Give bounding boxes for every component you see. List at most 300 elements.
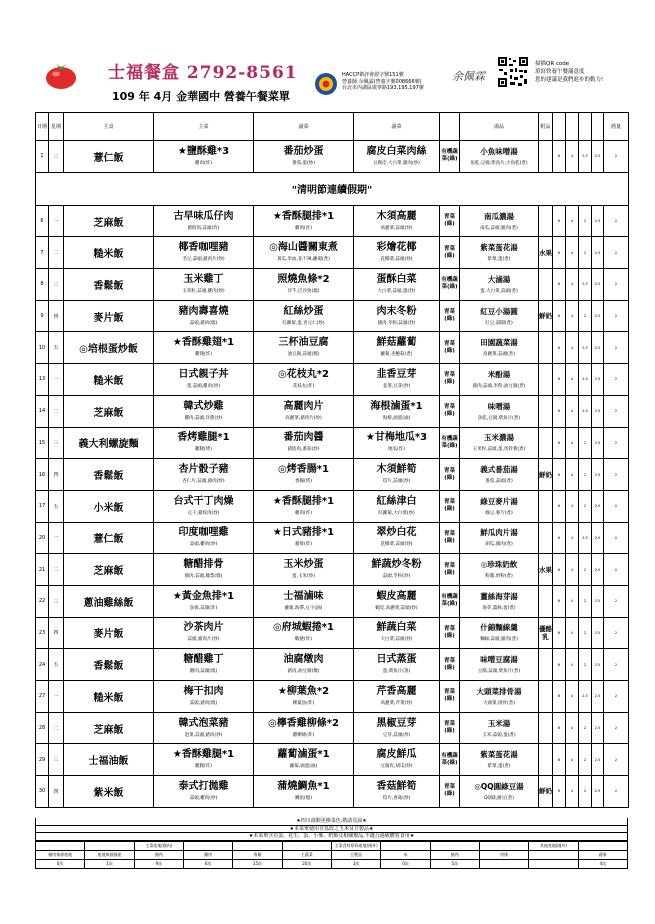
main-dish-ingredients: 蛋,蒜頭,雞肉(炒) — [186, 383, 221, 389]
nutrition-value: 2 — [579, 617, 592, 649]
nutrition-value: 2.5 — [592, 649, 604, 681]
side-dish-2-ingredients: 豆腐皮,大白菜,豬肉(炒) — [373, 160, 420, 166]
side-dish-2 — [354, 395, 440, 427]
nutrition-value: 2.5 — [592, 205, 604, 237]
soup — [460, 332, 539, 364]
side-dish-1-name: 玉米炒蛋 — [283, 559, 324, 571]
nutrition-value: 6 — [553, 332, 566, 364]
soup-ingredients: 綠豆,麥片(煮) — [485, 510, 513, 516]
origin-cell — [233, 841, 282, 850]
side-dish-1-ingredients: 花枝丸(炸) — [292, 383, 315, 389]
nutrition-value: 2.5 — [592, 237, 604, 269]
weekday-cell: 五 — [49, 490, 64, 522]
side-dish-1-name: ★香酥腿排*1 — [272, 210, 335, 222]
main-dish-ingredients: 雞肉,蒜頭(燒) — [189, 669, 218, 675]
side-dish-2 — [354, 681, 440, 713]
staple-cell: 薏仁飯 — [64, 141, 154, 173]
weekday-cell: 四 — [49, 300, 64, 332]
fruit-cell — [539, 395, 553, 427]
side-dish-1-ingredients: 蝦捲(炸) — [294, 637, 312, 643]
nutrition-value: 4 — [566, 681, 579, 713]
origin-cell: 肉排 — [479, 850, 528, 859]
nutrition-value: 2.5 — [592, 617, 604, 649]
main-dish — [154, 332, 254, 364]
soup — [460, 554, 539, 586]
soup-ingredients: 魚乾,豆腐,柴魚片(煮) — [477, 415, 521, 421]
nutrition-value: 2 — [604, 681, 629, 713]
side-dish-2-ingredients: 花椰菜,蒜頭(炒) — [380, 257, 413, 263]
side-dish-2-ingredients: 蝦皮,高麗菜,蒜頭(炒) — [375, 605, 418, 611]
main-dish-ingredients: 蒜頭,雞肉(炒) — [189, 795, 218, 801]
side-dish-1-ingredients: 香腸(烤) — [294, 479, 312, 485]
date-cell: 16 — [36, 459, 49, 491]
nutrition-value: 4 — [566, 776, 579, 808]
side-dish-1-name: ◎海山醬關東煮 — [269, 242, 338, 254]
nutrition-value: 6 — [553, 681, 566, 713]
fruit-cell — [539, 269, 553, 301]
side-dish-2-ingredients: 高麗菜,蒜頭(炒) — [380, 225, 413, 231]
column-header: 熱量 — [604, 113, 629, 141]
nutrition-value: 4 — [566, 300, 579, 332]
side-dish-1 — [254, 427, 354, 459]
origin-cell — [479, 841, 528, 850]
side-dish-1-ingredients: 雞柳條(炸) — [292, 732, 315, 738]
date-cell: 22 — [36, 585, 49, 617]
origin-cell: 5次 — [430, 859, 479, 868]
soup-ingredients: QQ圓,綠豆(煮) — [483, 795, 515, 801]
side-dish-1-ingredients: 洋芋,巴沙魚(燒) — [287, 288, 320, 294]
date-cell: 7 — [36, 237, 49, 269]
vegetable-cell: 青菜(綠) — [440, 522, 460, 554]
origin-cell — [36, 841, 85, 850]
vegetable-cell: 青菜(綠) — [440, 395, 460, 427]
qr-note-line: 掃描QR code — [535, 61, 570, 67]
soup — [460, 459, 539, 491]
soup-name: 玉米濃湯 — [484, 433, 514, 443]
soup — [460, 395, 539, 427]
soup-name: 綠豆麥片湯 — [480, 496, 518, 506]
soup — [460, 300, 539, 332]
menu-row — [36, 776, 629, 808]
main-dish — [154, 364, 254, 396]
cert-line: 營養師 余佩霖(營養字號008666號) — [342, 78, 422, 85]
nutrition-value: 2 — [604, 427, 629, 459]
side-dish-2-name: 腐皮白菜肉絲 — [366, 145, 427, 157]
nutrition-value: 4 — [566, 141, 579, 173]
side-dish-2 — [354, 141, 440, 173]
staple-cell: 芝麻飯 — [64, 712, 154, 744]
side-dish-2-ingredients: 海根,滷蛋(滷) — [382, 415, 411, 421]
nutrition-value: 4 — [566, 427, 579, 459]
fruit-cell: 鮮奶 — [539, 776, 553, 808]
weekday-cell: 二 — [49, 712, 64, 744]
origin-cell: 3次 — [331, 859, 380, 868]
side-dish-2-ingredients: 蛋,柴魚片(蒸) — [382, 669, 411, 675]
column-header: 主菜 — [154, 113, 254, 141]
origin-cell: 20次 — [282, 859, 331, 868]
side-dish-1 — [254, 744, 354, 776]
nutrition-value: 2.5 — [579, 141, 592, 173]
main-dish — [154, 554, 254, 586]
side-dish-2-ingredients: 花椰菜,蒜頭(炒) — [380, 542, 413, 548]
soup — [460, 649, 539, 681]
fruit-cell — [539, 712, 553, 744]
weekday-cell: 一 — [49, 364, 64, 396]
nutrition-value: 4 — [566, 617, 579, 649]
side-dish-2 — [354, 617, 440, 649]
menu-table-wrapper — [35, 112, 628, 808]
nutrition-value: 6 — [553, 141, 566, 173]
origin-cell: 魚類 — [233, 850, 282, 859]
main-dish — [154, 522, 254, 554]
main-dish-name: 台式干丁肉燥 — [173, 495, 234, 507]
fruit-cell — [539, 585, 553, 617]
staple-cell: 香鬆飯 — [64, 269, 154, 301]
side-dish-1-ingredients: 雞肉(炸) — [294, 510, 312, 516]
fruit-cell — [539, 427, 553, 459]
soup-ingredients: 魚乾,豆腐,柴魚片,小魚乾(煮) — [470, 160, 528, 166]
side-dish-2-name: 鮮菇蘿蔔 — [376, 337, 417, 349]
origin-cell — [578, 841, 627, 850]
main-dish-ingredients: 雞腿(炸) — [194, 764, 212, 770]
main-dish — [154, 427, 254, 459]
column-header: 湯品 — [460, 113, 539, 141]
soup-ingredients: 南瓜,蒜頭,豬肉(煮) — [480, 225, 518, 231]
menu-row — [36, 141, 629, 173]
side-dish-1-name: 紅絲炒蛋 — [283, 305, 324, 317]
soup — [460, 744, 539, 776]
soup-name: 大頭菜排骨湯 — [476, 686, 522, 696]
nutrition-value: 2 — [579, 427, 592, 459]
qr-note-line: 填寫營養午餐滿意度 — [535, 69, 585, 75]
column-header: 日期 — [36, 113, 49, 141]
nutrition-value: 4 — [566, 237, 579, 269]
nutrition-value: 6 — [553, 522, 566, 554]
nutrition-value: 2.5 — [579, 395, 592, 427]
menu-table-body — [36, 141, 629, 808]
soup-name: 米酚湯 — [487, 369, 511, 379]
nutrition-value: 4 — [566, 395, 579, 427]
column-header: 星期 — [49, 113, 64, 141]
column-header — [579, 113, 592, 141]
weekday-cell: 三 — [49, 269, 64, 301]
side-dish-1 — [254, 554, 354, 586]
side-dish-2-ingredients: 豆芽,蒜頭(炒) — [382, 732, 411, 738]
side-dish-1 — [254, 395, 354, 427]
vegetable-cell: 青菜(綠) — [440, 554, 460, 586]
menu-row — [36, 585, 629, 617]
side-dish-2-name: 日式蒸蛋 — [376, 654, 417, 666]
soup-ingredients: 紅豆,湯圓(煮) — [485, 320, 513, 326]
column-header — [566, 113, 579, 141]
nutrition-value: 2.5 — [592, 269, 604, 301]
side-dish-1 — [254, 712, 354, 744]
weekday-cell: 三 — [49, 141, 64, 173]
nutrition-value: 2.5 — [592, 300, 604, 332]
main-dish — [154, 237, 254, 269]
date-cell: 10 — [36, 332, 49, 364]
side-dish-1 — [254, 649, 354, 681]
column-header: 副菜 — [254, 113, 354, 141]
column-header: 附品 — [539, 113, 553, 141]
side-dish-2-name: 芹香高麗 — [376, 685, 417, 697]
weekday-cell: 二 — [49, 554, 64, 586]
nutrition-value: 2.5 — [592, 554, 604, 586]
footer-note: ★本菜單使用非基改之玉米及豆製品★ — [35, 826, 628, 834]
fruit-cell — [539, 681, 553, 713]
staple-cell: 糙米飯 — [64, 364, 154, 396]
weekday-cell: 四 — [49, 776, 64, 808]
side-dish-1-name: ◎烤香腸*1 — [278, 464, 329, 476]
staple-cell: 芝麻飯 — [64, 395, 154, 427]
fruit-cell — [539, 205, 553, 237]
nutrition-value: 4 — [566, 332, 579, 364]
soup-name: ◎QQ圓綠豆湯 — [474, 781, 524, 791]
nutrition-value: 6 — [553, 617, 566, 649]
footer-note: ★本菜單含有蛋、花生、蛋、小麥、奶類及相關製品,不適合過敏體質食用★ — [35, 833, 628, 841]
origin-cell — [85, 841, 134, 850]
date-cell: 20 — [36, 522, 49, 554]
soup-name: 味噌豆腐湯 — [480, 655, 518, 665]
origin-label-row — [36, 850, 628, 859]
side-dish-2 — [354, 300, 440, 332]
origin-cell — [381, 841, 430, 850]
main-dish-name: 香烤雞腿*1 — [177, 432, 230, 444]
side-dish-1 — [254, 300, 354, 332]
side-dish-2 — [354, 712, 440, 744]
soup-ingredients: 豆腐,蒜頭,柴魚片(煮) — [477, 669, 521, 675]
nutrition-value: 2 — [579, 205, 592, 237]
side-dish-1-name: ◎檸香雞柳條*2 — [268, 717, 339, 729]
side-dish-1 — [254, 459, 354, 491]
nutrition-value: 6 — [553, 712, 566, 744]
side-dish-1-ingredients: 油豆腐,蒜頭(燒) — [287, 352, 320, 358]
nutrition-value: 2 — [579, 300, 592, 332]
soup-ingredients: 胡瓜,豬肉(煮) — [485, 542, 513, 548]
fruit-cell: 鮮奶 — [539, 459, 553, 491]
side-dish-2 — [354, 776, 440, 808]
side-dish-1 — [254, 490, 354, 522]
nutrition-value: 2.5 — [592, 585, 604, 617]
staple-cell: 芝麻飯 — [64, 554, 154, 586]
menu-table — [35, 112, 629, 808]
soup — [460, 617, 539, 649]
main-dish-name: 糖醋排骨 — [183, 559, 224, 571]
nutrition-value: 4 — [566, 269, 579, 301]
main-dish-name: 印度咖哩雞 — [178, 527, 229, 539]
origin-cell — [183, 841, 232, 850]
nutrition-value: 2.5 — [579, 364, 592, 396]
fruit-cell — [539, 364, 553, 396]
nutrition-value: 2 — [579, 237, 592, 269]
origin-cell: 雞肉 — [183, 850, 232, 859]
main-dish-ingredients: 毛豆,蒜頭,豬肉片(炒) — [182, 257, 225, 263]
origin-cell: 9次 — [134, 859, 183, 868]
side-dish-1-ingredients: 黃瓜,米血,花不辣,蘿蔔(煮) — [277, 257, 330, 263]
column-header: 副菜 — [354, 113, 440, 141]
soup-ingredients: 大頭菜,排骨(煮) — [483, 700, 515, 706]
weekday-cell: 三 — [49, 427, 64, 459]
weekday-cell: 三 — [49, 585, 64, 617]
nutrition-value: 2 — [604, 522, 629, 554]
soup-ingredients: 海芽,薑絲,蛋(煮) — [482, 605, 516, 611]
staple-cell: ◎培根蛋炒飯 — [64, 332, 154, 364]
side-dish-1-ingredients: 紅蘿蔔,蛋,青豆仁(炒) — [282, 320, 325, 326]
weekday-cell: 一 — [49, 681, 64, 713]
vegetable-cell: 青菜(綠) — [440, 712, 460, 744]
menu-row — [36, 269, 629, 301]
nutrition-value: 6 — [553, 776, 566, 808]
nutrition-value: 2 — [604, 554, 629, 586]
origin-cell — [529, 850, 578, 859]
nutrition-value: 2.5 — [579, 269, 592, 301]
nutrition-value: 2.5 — [592, 776, 604, 808]
soup — [460, 364, 539, 396]
column-header — [440, 113, 460, 141]
main-dish-name: 梅干扣肉 — [183, 685, 224, 697]
main-dish — [154, 585, 254, 617]
table-header-row — [36, 113, 629, 141]
main-dish-ingredients: 豆干,豬絞肉(炒) — [187, 510, 220, 516]
origin-cell: 15次 — [233, 859, 282, 868]
vegetable-cell: 青菜(綠) — [440, 617, 460, 649]
side-dish-1-name: 蘿蔔滷蛋*1 — [277, 749, 330, 761]
main-dish-ingredients: 雞肉,蒜頭,洋蔥(炒) — [184, 415, 223, 421]
nutrition-value: 2 — [604, 237, 629, 269]
side-dish-2-name: 腐皮鮮瓜 — [376, 749, 417, 761]
side-dish-2-name: 蛋酥白菜 — [376, 273, 417, 285]
soup-ingredients: 蛋,大白菜,蒜頭(煮) — [480, 288, 518, 294]
date-cell: 23 — [36, 617, 49, 649]
date-cell: 17 — [36, 490, 49, 522]
soup — [460, 237, 539, 269]
main-dish-name: ★香酥雞腿*1 — [172, 749, 235, 761]
weekday-cell: 一 — [49, 522, 64, 554]
soup-name: 田園蔬菜湯 — [480, 338, 518, 348]
side-dish-1-name: ★柳葉魚*2 — [277, 685, 330, 697]
side-dish-2-ingredients: 蘿蔔,杏鮑菇(煮) — [380, 352, 413, 358]
side-dish-1 — [254, 522, 354, 554]
nutrition-value: 6 — [553, 395, 566, 427]
nutrition-value: 2 — [604, 364, 629, 396]
side-dish-2 — [354, 205, 440, 237]
origin-header-row — [36, 841, 628, 850]
date-cell: 27 — [36, 681, 49, 713]
date-cell: 6 — [36, 205, 49, 237]
main-dish-name: 泰式打拋雞 — [178, 780, 229, 792]
vegetable-cell: 青菜(綠) — [440, 364, 460, 396]
side-dish-1 — [254, 205, 354, 237]
nutrition-value: 2.5 — [592, 522, 604, 554]
staple-cell: 士福油飯 — [64, 744, 154, 776]
fruit-cell: 鮮奶 — [539, 300, 553, 332]
main-dish-name: 韓式泡菜豬 — [178, 717, 229, 729]
side-dish-1-name: 高麗肉片 — [283, 400, 324, 412]
soup — [460, 269, 539, 301]
side-dish-1-name: 番茄炒蛋 — [283, 145, 324, 157]
main-dish — [154, 300, 254, 332]
side-dish-2 — [354, 744, 440, 776]
vegetable-cell: 有機蔬菜(綠) — [440, 269, 460, 301]
holiday-label: "清明節連續假期" — [36, 172, 629, 205]
main-dish-ingredients: 杏仁片,蒜頭,豬肉(炒) — [182, 479, 225, 485]
side-dish-2-ingredients: 筍片,香菇(炒) — [382, 795, 411, 801]
dietitian-signature: 余佩霖 — [452, 70, 485, 83]
weekday-cell: 四 — [49, 617, 64, 649]
menu-row — [36, 681, 629, 713]
main-dish — [154, 269, 254, 301]
origin-cell: 4次 — [578, 859, 627, 868]
nutrition-value: 4 — [566, 205, 579, 237]
side-dish-2-ingredients: 蒜頭,冬粉(炒) — [382, 574, 411, 580]
staple-cell: 薏仁飯 — [64, 522, 154, 554]
nutrition-value: 2 — [604, 459, 629, 491]
soup — [460, 585, 539, 617]
main-dish-name: 玉米雞丁 — [183, 273, 224, 285]
menu-row — [36, 300, 629, 332]
qr-code-icon[interactable] — [497, 56, 529, 88]
menu-row — [36, 617, 629, 649]
date-cell: 9 — [36, 300, 49, 332]
vegetable-cell: 青菜(綠) — [440, 681, 460, 713]
side-dish-1-name: 番茄肉醬 — [283, 432, 324, 444]
soup-name: 南瓜濃湯 — [484, 211, 514, 221]
staple-cell: 糙米飯 — [64, 681, 154, 713]
staple-cell: 香鬆飯 — [64, 649, 154, 681]
vegetable-cell: 青菜(綠) — [440, 332, 460, 364]
staple-cell: 小米飯 — [64, 490, 154, 522]
qr-instructions — [535, 60, 603, 84]
nutrition-value: 2.5 — [579, 681, 592, 713]
side-dish-2 — [354, 554, 440, 586]
soup — [460, 522, 539, 554]
origin-cell: 1次 — [85, 859, 134, 868]
soup — [460, 681, 539, 713]
soup-ingredients: 紫菜,蛋(煮) — [487, 257, 511, 263]
side-dish-2-name: 木須高麗 — [376, 210, 417, 222]
side-dish-1-name: ◎花枝丸*2 — [278, 368, 329, 380]
main-dish-ingredients: 雞翅(炸) — [194, 352, 212, 358]
staple-cell: 義大利螺旋麵 — [64, 427, 154, 459]
vegetable-cell: 青菜(綠) — [440, 459, 460, 491]
nutrition-value: 2 — [579, 776, 592, 808]
nutrition-value: 6 — [553, 744, 566, 776]
fruit-cell — [539, 522, 553, 554]
nutrition-value: 2.5 — [592, 332, 604, 364]
menu-row — [36, 395, 629, 427]
main-dish-ingredients: 雞腿(烤) — [194, 447, 212, 453]
nutrition-value: 2.5 — [592, 681, 604, 713]
date-cell: 1 — [36, 141, 49, 173]
side-dish-1-name: ★香酥腿排*1 — [272, 495, 335, 507]
menu-row — [36, 522, 629, 554]
origin-cell — [529, 859, 578, 868]
nutrition-value: 6 — [553, 364, 566, 396]
side-dish-2-name: 黑椒豆芽 — [376, 717, 417, 729]
nutrition-value: 2 — [604, 776, 629, 808]
side-dish-2-name: 鮮蔬白菜 — [376, 622, 417, 634]
soup — [460, 712, 539, 744]
side-dish-1-ingredients: 高麗菜,豬肉片(炒) — [285, 415, 322, 421]
main-dish — [154, 649, 254, 681]
side-dish-2 — [354, 269, 440, 301]
side-dish-1-name: 油腐燉肉 — [283, 654, 324, 666]
side-dish-1-ingredients: 柳葉魚(炸) — [292, 700, 315, 706]
fruit-cell: 水果 — [539, 554, 553, 586]
main-dish — [154, 395, 254, 427]
main-dish-name: 杏片骰子豬 — [178, 464, 229, 476]
nutrition-value: 4 — [566, 490, 579, 522]
